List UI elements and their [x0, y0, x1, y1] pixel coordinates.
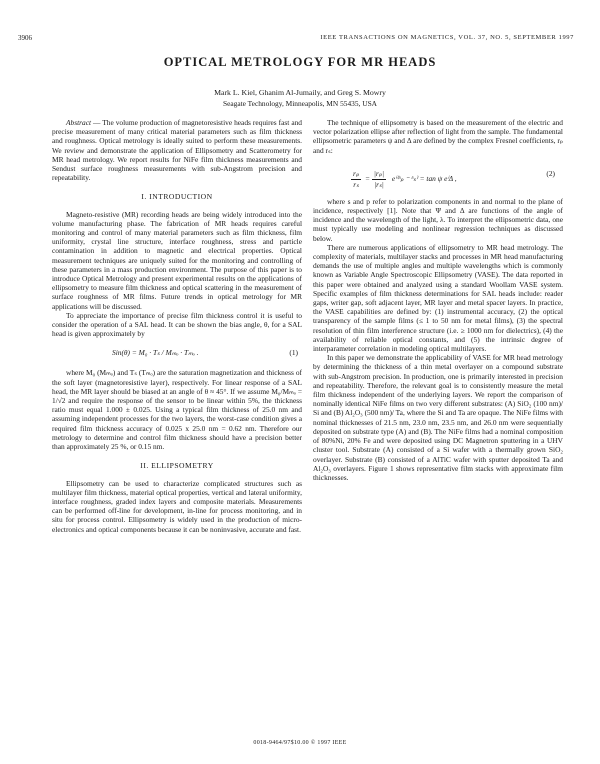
abstract-text: — The volume production of magnetoresistive heads requires fast and precise measurement of many critical material parameters such as film thickness and roughness. Optical metrology is ideally suited to perform these measurements. We review and demonstrate the application of Ellipsometry and Scatterometry for MR head metrology. We report results for NiFe film thickness measurements and Sendust surface roughness measurements with sub-Angstrom precision and repeatability. [52, 118, 302, 183]
equation-1 [52, 342, 302, 364]
copyright-footer: 0018-9464/97$10.00 © 1997 IEEE [253, 740, 347, 746]
right-column [313, 118, 563, 482]
journal-header: IEEE TRANSACTIONS ON MAGNETICS, VOL. 37, NO. 5, SEPTEMBER 1997 [320, 34, 574, 41]
right-paragraph-4: In this paper we demonstrate the applicability of VASE for MR head metrology by determining the thickness of a thin metal overlayer on a compound substrate with sub-Angstrom precision. In production, one is primarily interested in precision and repeatability. Therefore, the relevant goal is to consistently measure the metal film thickness independent of the underlying layers. We report the comparison of nominally identical NiFe films on two very different substrates: (A) SiO₂ (100 nm)/ Si and (B) Al₂O₃ (500 nm)/ Ta, where the Si and Ta are opaque. The NiFe films with nominal thicknesses of 21.5 nm, 23.0 nm, 23.5 nm, and 26.0 nm were sequentially deposited on substrate type (A) and (B). The NiFe films had a nominal composition of 80%Ni, 20% Fe and were deposited using DC Magnetron sputtering in a UHV cluster tool. Substrate (A) consisted of a Si wafer with a thermally grown SiO₂ overlayer. Substrate (B) consisted of a AlTiC wafer with sputter deposited Ta and Al₂O₃ overlayers. Figure 1 shows representative film stacks with approximate film thicknesses. [313, 353, 563, 482]
equation-2-number: (2) [546, 168, 555, 178]
equation-2-mid-fraction [372, 169, 386, 190]
ellipsometry-heading: II. ELLIPSOMETRY [140, 461, 214, 471]
equation-2-mid-bottom: |rₛ| [374, 179, 384, 189]
page-number: 3906 [18, 34, 32, 42]
equation-2-lhs-fraction [351, 169, 361, 190]
equation-2-lhs-top: rₚ [353, 168, 360, 178]
intro-paragraph-1: Magneto-resistive (MR) recording heads are being widely introduced into the volume manufacturing phase. The fabrication of MR heads requires careful monitoring and control of many material parameters such as film thickness, film uniformity, crystal line structure, interface roughness, stress and particle contamination in addition to magnetic and electrical properties. Optical measurement techniques are uniquely suited for the monitoring and controlling of these parameters in a mass production environment. The purpose of this paper is to introduce Optical Metrology and present experimental results on the applications of ellipsometry to measure film thickness and optical scattering in the measurement of surface roughness of MR films. Future trends in optical metrology for MR applications will be discussed. [52, 209, 302, 311]
right-paragraph-2: where s and p refer to polarization components in and normal to the plane of incidence, respectively [1]. Note that Ψ and Δ are functions of the angle of incidence and the wavelength of the light, λ. To interpret the ellipsometric data, one must typically use modeling and nonlinear regression techniques as discussed below. [313, 196, 563, 243]
author-list: Mark L. Kiel, Ghanim Al-Jumaily, and Greg S. Mowry [214, 88, 386, 97]
equation-2-expression: $\frac{\text{rₚ}}{\text{rₛ}}$ = $\frac{\text{|rₚ|}}{\text{|rₛ|}}$ eⁱ⁽ᵟₚ ⁻ ᵟₛ⁾ = tan ψ eⁱΔ , [353, 168, 457, 189]
equation-2-mid-top: |rₚ| [373, 168, 384, 178]
intro-heading: I. INTRODUCTION [141, 192, 213, 202]
right-paragraph-1: The technique of ellipsometry is based on the measurement of the electric and vector polarization ellipse after reflection of light from the sample. The fundamental ellipsometric parameters ψ and Δ are defined by the complex Fresnel coefficients, rₚ and rₛ: [313, 118, 563, 155]
left-column [52, 118, 302, 534]
abstract [52, 118, 302, 182]
paper-title: OPTICAL METROLOGY FOR MR HEADS [163, 55, 437, 69]
equation-2-rest: eⁱ⁽ᵟₚ ⁻ ᵟₛ⁾ = tan ψ eⁱΔ , [391, 174, 457, 184]
equation-1-expression: Sin(θ) = M₀ · Tₛ / Mₘₒ · Tₘₒ . [112, 348, 199, 358]
right-paragraph-3: There are numerous applications of ellipsometry to MR head metrology. The complexity of materials, multilayer stacks and processes in MR head manufacturing demands the use of multiple angles and multiple wavelengths which is commonly known as Variable Angle Spectroscopic Ellipsometry (VASE). The data reported in this paper were obtained and analyzed using a standard Woollam VASE system. Specific examples of film thickness determinations for SAL heads include: reader gaps, writer gap, soft adjacent layer, MR layer and metal spacer layers. In practice, the VASE capabilities are defined by: (1) instrumental accuracy, (2) the optical transparency of the sample films (≤ 1 to 50 nm for metal films), (3) the spectral resolution of thin film interference structure (i.e. ≥ 1000 nm for dielectrics), (4) the availability of reliable optical constants, and (5) the intrinsic degree of interparameter correlation in modeling optical multilayers. [313, 242, 563, 354]
abstract-label: Abstract [66, 118, 92, 127]
ellipsometry-paragraph-1: Ellipsometry can be used to characterize complicated structures such as multilayer film thickness, material optical properties, vertical and lateral uniformity, interface roughness, graded index layers and composite materials. Measurements can be performed off-line for development, in-line for process monitoring, and in situ for process control. Ellipsometry is widely used in the production of micro-electronics and optical components because it can be noninvasive, accurate and fast. [52, 478, 302, 534]
affiliation: Seagate Technology, Minneapolis, MN 55435, USA [222, 99, 378, 108]
equation-1-number: (1) [289, 348, 298, 358]
intro-paragraph-2: To appreciate the importance of precise film thickness control it is useful to consider the operation of a SAL head. It can be shown the bias angle, θ, for a SAL head is given approximately by [52, 310, 302, 339]
equation-2-lhs-bottom: rₛ [353, 179, 359, 189]
intro-paragraph-3: where M₀ (Mₘₒ) and Tₛ (Tₘₒ) are the saturation magnetization and thickness of the soft layer (magnetoresistive layer), respectively. For linear response of a SAL head, the MR layer should be biased at an angle of θ ≈ 45°. If we assume M₀/Mₘₒ = 1/√2 and require the response of the sensor to be linear within 5%, the thickness ratio must equal 1.000 ± 0.025. Using a typical film thickness of 25.0 nm and assuming independent processes for the two layers, the worst-case condition gives a required film thickness accuracy of 0.025 x 25.0 nm = 0.62 nm. Therefore our metrology to determine and control film thickness should have a precision better than approximately 25 %, or 0.15 nm. [52, 368, 302, 452]
equation-2 [313, 159, 563, 193]
